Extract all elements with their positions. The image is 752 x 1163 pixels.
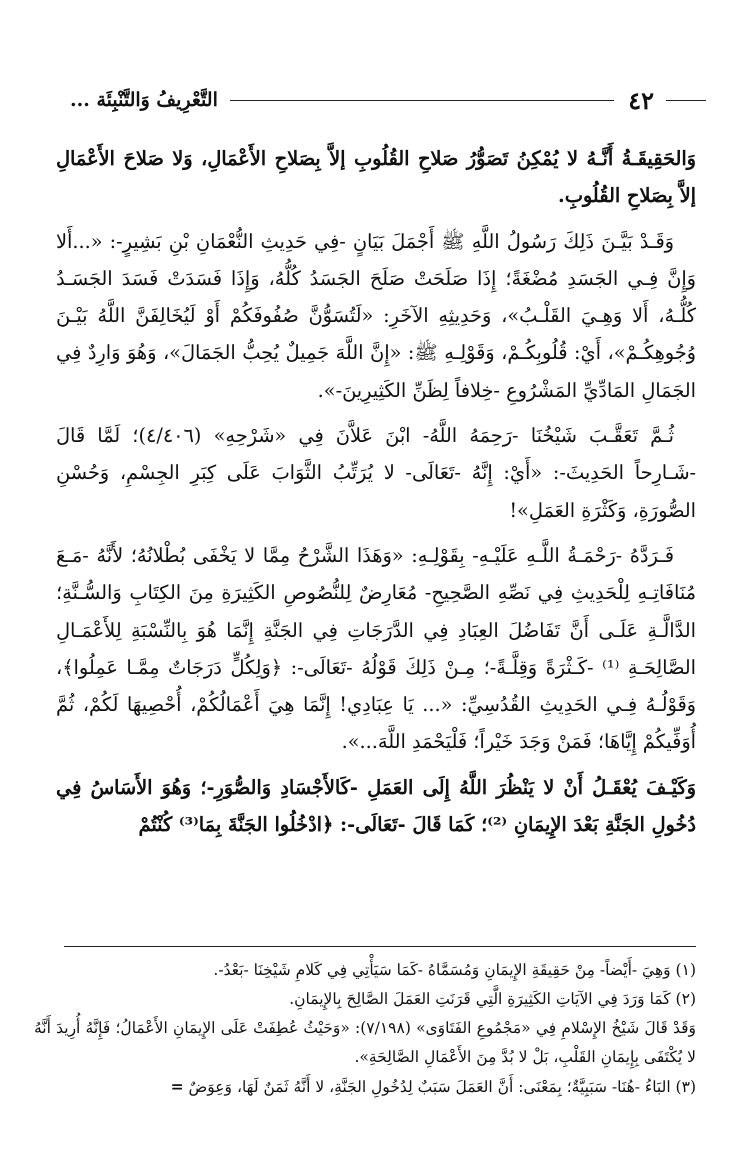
page-number: ٤٢ <box>628 85 654 115</box>
paragraph-3: ثُـمَّ تَعَقَّـبَ شَيْخُنَا -رَحِمَهُ اللَّهُ- ابْنَ عَلاَّنَ فِي «شَرْحِهِ» (٤/٤٠٦)؛ لَمَّا قَالَ -شَـارِحاً الحَدِيثَ-: «أَيْ: إِنَّهُ -تَعَالَى- لا يُرَتِّبُ الثَّوَابَ عَلَى كِبَرِ الجِسْمِ، وَحُسْنِ الصُّورَةِ، وَكَثْرَةِ العَمَلِ»! <box>56 424 696 522</box>
paragraph-5: وَكَيْـفَ يُعْقَـلُ أَنْ لا يَنْظُرَ اللَّهُ إِلَى العَمَلِ -كَالأَجْسَادِ وَالصُّوَرِ-؛ وَهُوَ الأَسَاسُ فِي دُخُولِ الجَنَّةِ بَعْدَ الإِيمَانِ ⁽²⁾؛ كَمَا قَالَ -تَعَالَى-: ﴿ادْخُلُوا الجَنَّةَ بِمَا⁽³⁾ كُنْتُمْ <box>56 775 696 837</box>
paragraph-1: وَالحَقِيقَـةُ أَنَّـهُ لا يُمْكِنُ تَصَوُّرُ صَلاحِ القُلُوبِ إلاَّ بِصَلاحِ الأَعْمَالِ، وَلا صَلاحَ الأَعْمَالِ إلاَّ بِصَلاحِ القُلُوبِ. <box>56 147 696 208</box>
paragraph-4: فَـرَدَّهُ -رَحْمَـةُ اللَّـهِ عَلَيْـهِ- بِقَوْلِـهِ: «وَهَذَا الشَّرْحُ مِمَّا لا يَخْفَى بُطْلانُهُ؛ لأَنَّهُ -مَـعَ مُنَافَاتِـهِ لِلْحَدِيثِ فِي نَصِّهِ الصَّحِيحِ- مُعَارِضٌ لِلنُّصُوصِ الكَثِيرَةِ مِنَ الكِتَابِ وَالسُّـنَّةِ؛ الدَّالَّـةِ عَلَـى أَنَّ تَفَاضُلَ العِبَادِ فِي الدَّرَجَاتِ فِي الجَنَّةِ إِنَّمَا هُوَ بِالنِّسْبَةِ لِلأَعْمَـالِ الصَّالِحَـةِ ⁽¹⁾ -كَـثْرَةً وَقِلَّـةً-؛ مِـنْ ذَلِكَ قَوْلُهُ -تَعَالَى-: ﴿وَلِكُلٍّ دَرَجَاتٌ مِمَّـا عَمِلُوا﴾، وَقَوْلُـهُ فِـي الحَدِيثِ القُدُسِيِّ: «... يَا عِبَادِي! إِنَّمَا هِيَ أَعْمَالُكُمْ، أُحْصِيهَا لَكُمْ، ثُمَّ أُوَفِّيكُمْ إِيَّاهَا؛ فَمَنْ وَجَدَ خَيْراً؛ فَلْيَحْمَدِ اللَّهَ...». <box>56 543 697 754</box>
header-rule <box>230 100 614 101</box>
footnote-2: (٢) كَمَا وَرَدَ فِي الآيَاتِ الكَثِيرَةِ الَّتِي قَرَنَتِ العَمَلَ الصَّالِحَ بِالإِيمَانِ. <box>289 990 696 1008</box>
main-text <box>56 140 696 851</box>
footnote-3-text: (٣) البَاءُ -هُنَا- سَبَبِيَّةٌ؛ بِمَعْنَى: أَنَّ العَمَلَ سَبَبٌ لِدُخُولِ الجَنَّةِ، لا أَنَّهُ ثَمَنٌ لَهَا، وَعِوَضٌ <box>188 1078 696 1096</box>
footnote-separator <box>64 946 696 947</box>
footnotes <box>34 956 696 1102</box>
page-header <box>70 84 706 116</box>
continuation-mark: = <box>170 1077 184 1096</box>
footnote-1: (١) وَهِيَ -أَيْضاً- مِنْ حَقِيقَةِ الإِيمَانِ وَمُسَمَّاهُ -كَمَا سَيَأْتِي فِي كَلامِ شَيْخِنَا -بَعْدُ-. <box>213 961 696 979</box>
footnote-2-continued: وَقَدْ قَالَ شَيْخُ الإِسْلامِ فِي «مَجْمُوعِ الفَتَاوَى» (٧/١٩٨): «وَحَيْثُ عُطِفَتْ عَلَى الإِيمَانِ الأَعْمَالُ؛ فَإِنَّهُ أُرِيدَ أَنَّهُ لا يُكْتَفَى بِإِيمَانِ القَلْبِ، بَلْ لا بُدَّ مِنَ الأَعْمَالِ الصَّالِحَةِ». <box>34 1019 696 1066</box>
running-title: التَّعْرِيفُ وَالتَّنْبِئَة ... <box>70 89 218 111</box>
paragraph-2: وَقَـدْ بَيَّـنَ ذَلِكَ رَسُولُ اللَّهِ ﷺ أَجْمَلَ بَيَانٍ -فِي حَدِيثِ النُّعْمَانِ بْنِ بَشِيرٍ-: «...أَلا وَإِنَّ فِـي الجَسَدِ مُضْغَةً؛ إِذَا صَلَحَتْ صَلَحَ الجَسَدُ كُلُّهُ، وَإِذَا فَسَدَتْ فَسَدَ الجَسَـدُ كُلُّـهُ، أَلا وَهِـيَ القَلْـبُ»، وَحَدِيثِهِ الآخَرِ: «لَتُسَوُّنَّ صُفُوفَكُمْ أَوْ لَيُخَالِفَنَّ اللَّهُ بَيْـنَ وُجُوهِكُـمْ»، أَيْ: قُلُوبِكُـمْ، وَقَوْلِـهِ ﷺ: «إِنَّ اللَّهَ جَمِيلٌ يُحِبُّ الجَمَالَ»، وَهُوَ وَارِدٌ فِي الجَمَالِ المَادِّيِّ المَشْرُوعِ -خِلافاً لِظَنِّ الكَثِيرِينَ-». <box>56 229 696 402</box>
header-dash <box>666 100 706 101</box>
footnote-3 <box>34 1072 696 1102</box>
